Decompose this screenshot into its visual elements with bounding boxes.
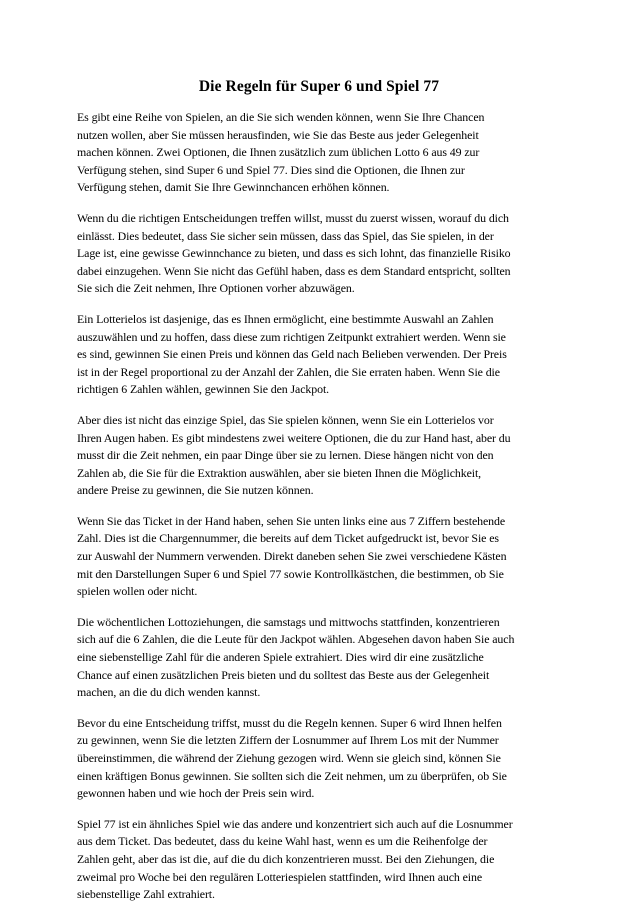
paragraph-line: Zahl. Dies ist die Chargennummer, die bereits auf dem Ticket aufgedruckt ist, bevor Sie es [77, 531, 499, 546]
document-title: Die Regeln für Super 6 und Spiel 77 [198, 78, 440, 95]
document-body [77, 109, 561, 904]
paragraph-line: mit den Darstellungen Super 6 und Spiel 77 sowie Kontrollkästchen, die bestimmen, ob Sie [77, 566, 504, 581]
paragraph-line: Zahlen geht, aber das ist die, auf die du dich konzentrieren musst. Bei den Ziehungen, die [77, 851, 495, 866]
document-page [77, 78, 561, 917]
paragraph-line: aus dem Ticket. Das bedeutet, dass du keine Wahl hast, wenn es um die Reihenfolge der [77, 834, 488, 849]
paragraph [77, 311, 561, 399]
paragraph-line: zu gewinnen, wenn Sie die letzten Ziffern der Losnummer auf Ihrem Los mit der Nummer [77, 733, 499, 748]
paragraph-line: es sind, gewinnen Sie einen Preis und können das Geld nach Belieben verwenden. Der Preis [77, 347, 507, 362]
paragraph-line: einen kräftigen Bonus gewinnen. Sie sollten sich die Zeit nehmen, um zu überprüfen, ob Sie [77, 768, 507, 783]
paragraph-line: Bevor du eine Entscheidung triffst, musst du die Regeln kennen. Super 6 wird Ihnen helfen [77, 715, 502, 730]
paragraph [77, 715, 561, 803]
paragraph-line: Wenn Sie das Ticket in der Hand haben, sehen Sie unten links eine aus 7 Ziffern bestehende [77, 513, 506, 528]
paragraph-line: musst dir die Zeit nehmen, ein paar Dinge über sie zu lernen. Diese hängen nicht von den [77, 448, 494, 463]
paragraph-line: nutzen wollen, aber Sie müssen herausfinden, wie Sie das Beste aus jeder Gelegenheit [77, 127, 479, 142]
paragraph-line: Lage ist, eine gewisse Gewinnchance zu bieten, und dass es sich lohnt, das finanzielle Risiko [77, 246, 511, 261]
paragraph [77, 614, 561, 702]
paragraph-line: Chance auf einen zusätzlichen Preis bieten und du solltest das Beste aus der Gelegenheit [77, 667, 490, 682]
paragraph-line: gewonnen haben und wie hoch der Preis sein wird. [77, 786, 315, 801]
paragraph-line: Wenn du die richtigen Entscheidungen treffen willst, musst du zuerst wissen, worauf du dich [77, 210, 509, 225]
paragraph-line: zweimal pro Woche bei den regulären Lotteriespielen stattfinden, wird Ihnen auch eine [77, 869, 483, 884]
paragraph-line: sich auf die 6 Zahlen, die die Leute für den Jackpot wählen. Abgesehen davon haben Sie auch [77, 632, 515, 647]
paragraph-line: Spiel 77 ist ein ähnliches Spiel wie das andere und konzentriert sich auch auf die Losnummer [77, 816, 513, 831]
paragraph-line: Ihren Augen haben. Es gibt mindestens zwei weitere Optionen, die du zur Hand hast, aber du [77, 430, 511, 445]
paragraph-line: Zahlen ab, die Sie für die Extraktion auswählen, aber sie bieten Ihnen die Möglichkeit, [77, 465, 482, 480]
paragraph-line: andere Preise zu gewinnen, die Sie nutzen können. [77, 483, 314, 498]
paragraph [77, 513, 561, 601]
paragraph-line: dabei einzugehen. Wenn Sie nicht das Gefühl haben, dass es dem Standard entspricht, sollten [77, 263, 511, 278]
paragraph [77, 816, 561, 904]
paragraph-line: machen, an die du dich wenden kannst. [77, 685, 261, 700]
paragraph-line: spielen wollen oder nicht. [77, 584, 198, 599]
paragraph-line: Ein Lotterielos ist dasjenige, das es Ihnen ermöglicht, eine bestimmte Auswahl an Zahlen [77, 311, 494, 326]
paragraph-line: richtigen 6 Zahlen wählen, gewinnen Sie den Jackpot. [77, 382, 330, 397]
paragraph-line: Aber dies ist nicht das einzige Spiel, das Sie spielen können, wenn Sie ein Lotterielos vor [77, 412, 494, 427]
paragraph-line: siebenstellige Zahl extrahiert. [77, 887, 215, 902]
paragraph [77, 412, 561, 500]
paragraph [77, 210, 561, 298]
paragraph-line: auszuwählen und zu hoffen, dass diese zum richtigen Zeitpunkt extrahiert werden. Wenn sie [77, 329, 506, 344]
paragraph-line: zur Auswahl der Nummern verwenden. Direkt daneben sehen Sie zwei verschiedene Kästen [77, 549, 507, 564]
paragraph-line: Verfügung stehen, sind Super 6 und Spiel 77. Dies sind die Optionen, die Ihnen zur [77, 162, 465, 177]
paragraph-line: Verfügung stehen, damit Sie Ihre Gewinnchancen erhöhen können. [77, 180, 390, 195]
paragraph-line: übereinstimmen, die während der Ziehung gezogen wird. Wenn sie gleich sind, können Sie [77, 751, 501, 765]
paragraph-line: eine siebenstellige Zahl für die anderen Spiele extrahiert. Dies wird dir eine zusätzliche [77, 650, 484, 665]
paragraph-line: machen können. Zwei Optionen, die Ihnen zusätzlich zum üblichen Lotto 6 aus 49 zur [77, 145, 480, 160]
paragraph-line: Die wöchentlichen Lottoziehungen, die samstags und mittwochs stattfinden, konzentrieren [77, 614, 500, 629]
paragraph [77, 109, 561, 197]
paragraph-line: einlässt. Dies bedeutet, dass Sie sicher sein müssen, dass das Spiel, das Sie spielen, in der [77, 228, 494, 243]
paragraph-line: Es gibt eine Reihe von Spielen, an die Sie sich wenden können, wenn Sie Ihre Chancen [77, 110, 485, 124]
paragraph-line: ist in der Regel proportional zu der Anzahl der Zahlen, die Sie erraten haben. Wenn Sie die [77, 364, 500, 379]
paragraph-line: Sie sich die Zeit nehmen, Ihre Optionen vorher abzuwägen. [77, 281, 355, 296]
